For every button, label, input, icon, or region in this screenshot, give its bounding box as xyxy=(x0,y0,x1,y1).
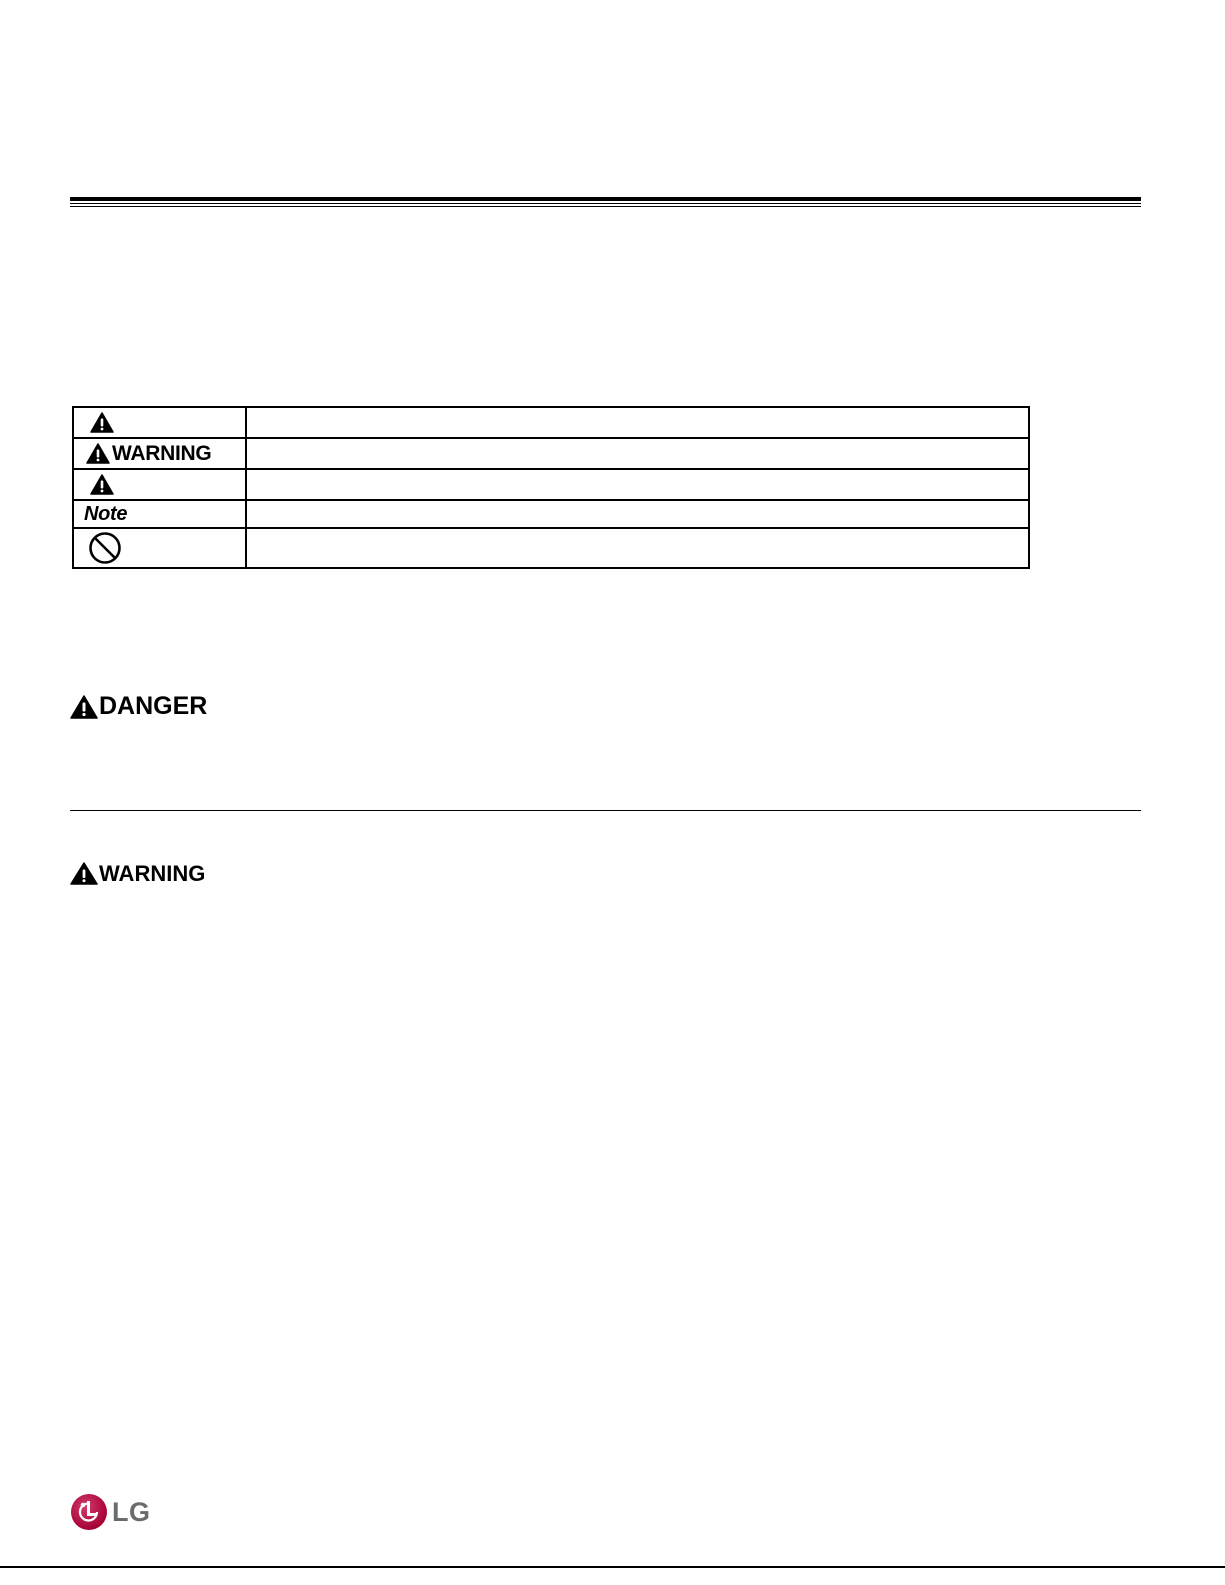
logo-text: LG xyxy=(112,1496,151,1527)
legend-row-caution xyxy=(73,469,1029,500)
legend-row-warning xyxy=(73,438,1029,469)
footer-rule xyxy=(0,1566,1225,1568)
alert-triangle-icon xyxy=(90,412,114,433)
danger-label: DANGER xyxy=(99,692,208,720)
legend-description xyxy=(246,500,1029,528)
legend-row-alert xyxy=(73,407,1029,438)
legend-description xyxy=(246,438,1029,469)
legend-description xyxy=(246,528,1029,568)
safety-symbol-legend-table xyxy=(72,406,1030,569)
danger-heading xyxy=(70,694,207,719)
alert-triangle-icon xyxy=(90,474,114,495)
alert-triangle-icon xyxy=(70,695,98,719)
legend-description xyxy=(246,407,1029,438)
warning-label: WARNING xyxy=(112,442,212,465)
warning-heading xyxy=(70,862,205,885)
legend-row-prohibited xyxy=(73,528,1029,568)
header-rule xyxy=(70,197,1141,207)
alert-triangle-icon xyxy=(86,443,110,464)
lg-logo xyxy=(70,1493,151,1531)
section-divider xyxy=(70,810,1141,811)
alert-triangle-icon xyxy=(70,862,98,885)
legend-description xyxy=(246,469,1029,500)
lg-face-logo-icon xyxy=(70,1493,108,1531)
warning-label: WARNING xyxy=(99,860,206,886)
legend-row-note xyxy=(73,500,1029,528)
prohibition-icon xyxy=(88,531,122,565)
note-label: Note xyxy=(84,503,128,525)
